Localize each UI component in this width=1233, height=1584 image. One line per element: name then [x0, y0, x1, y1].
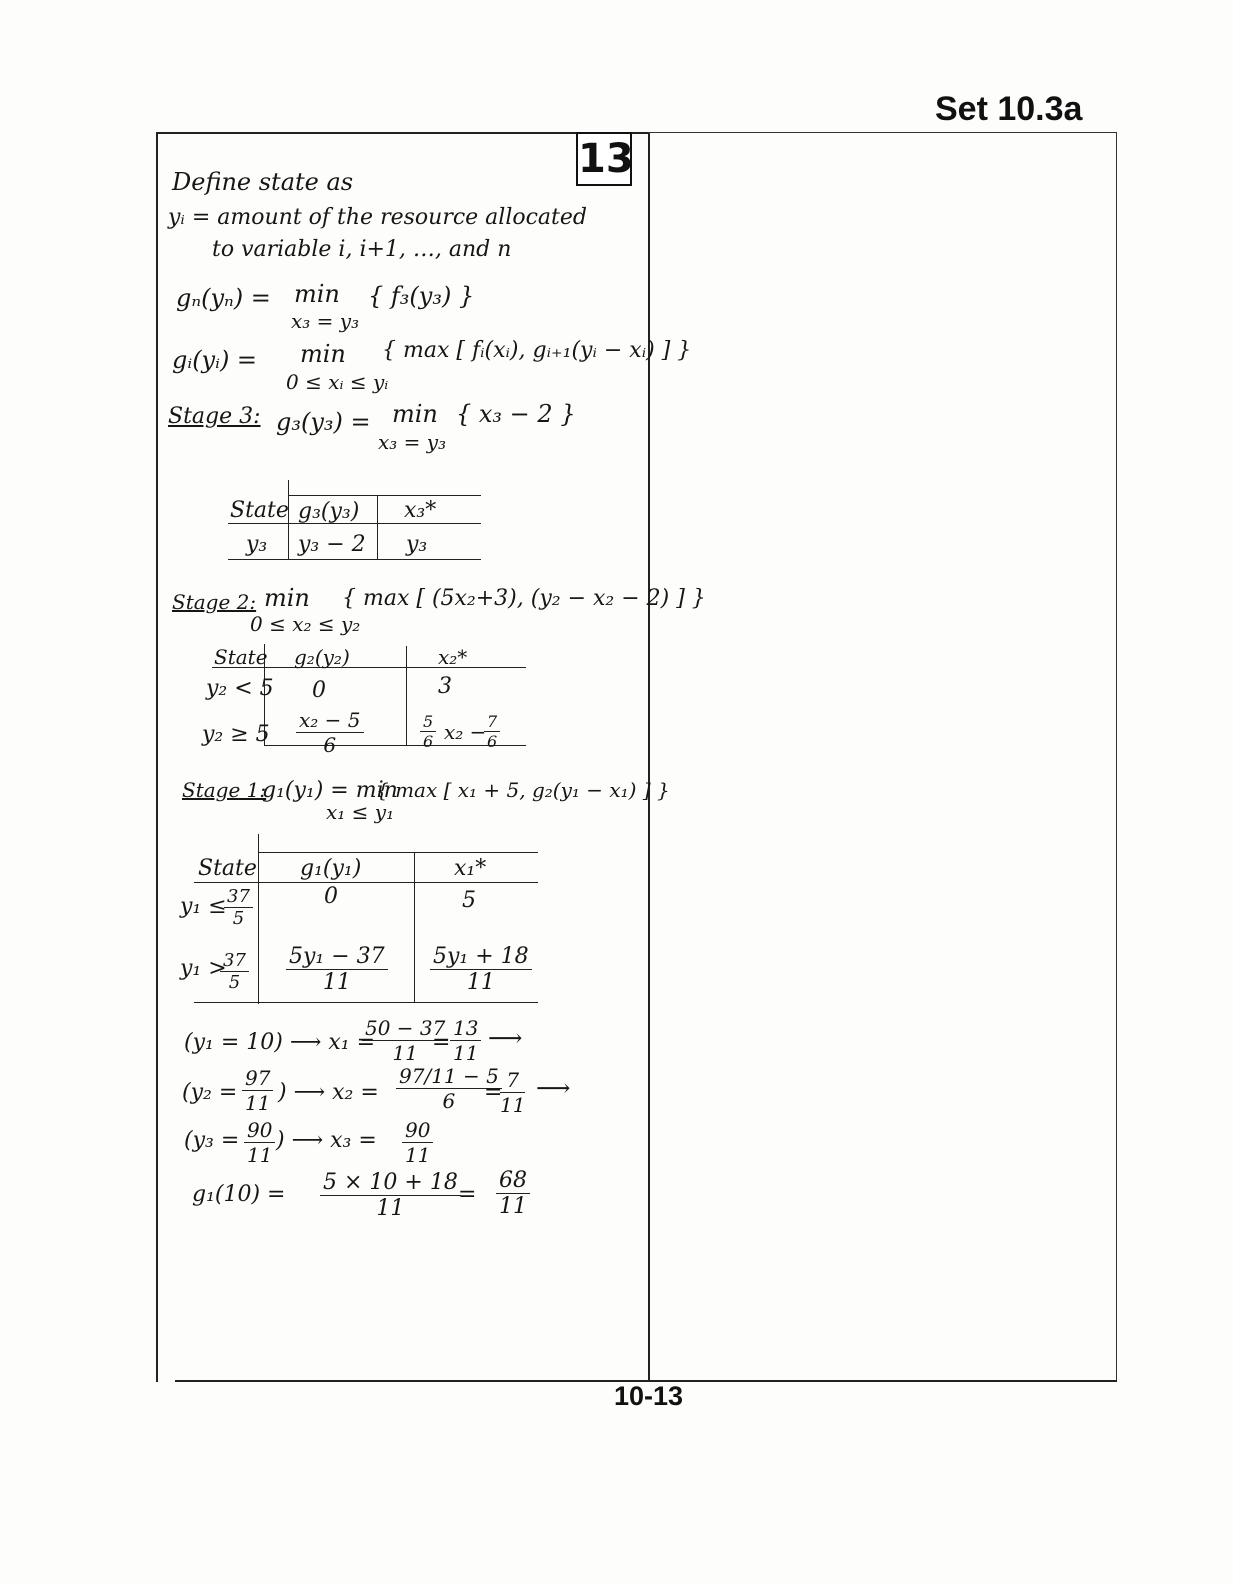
stage2-row1-g: 0 — [312, 678, 326, 703]
stage3-label: Stage 3: — [168, 404, 261, 429]
gi-lhs: gᵢ(yᵢ) = — [172, 346, 258, 374]
stage2-subscript: 0 ≤ x₂ ≤ y₂ — [250, 612, 361, 636]
stage3-cell-x: y₃ — [406, 532, 428, 557]
stage3-body: { x₃ − 2 } — [456, 400, 576, 428]
stage2-row1-state: y₂ < 5 — [206, 676, 274, 701]
stage2-row2-x-mid: x₂ − — [444, 720, 487, 744]
problem-number-badge: 13 — [576, 132, 632, 186]
stage2-header-x: x₂* — [438, 645, 468, 669]
stage2-min: min — [264, 584, 310, 612]
arrow-icon: ⟶ — [536, 1074, 571, 1102]
gi-subscript: 0 ≤ xᵢ ≤ yᵢ — [286, 370, 389, 394]
definition-line-1: Define state as — [172, 168, 354, 196]
stage3-cell-g: y₃ − 2 — [298, 532, 366, 557]
stage2-row2-x-fraction-a: $\frac{5}{6}$ — [420, 712, 436, 751]
stage3-cell-state: y₃ — [246, 532, 268, 557]
stage1-label: Stage 1: — [182, 778, 267, 802]
stage2-label: Stage 2: — [172, 590, 257, 614]
gn-body: { f₃(y₃) } — [368, 282, 475, 310]
stage3-header-g: g₃(y₃) — [298, 499, 360, 524]
arrow-icon: ⟶ — [488, 1024, 523, 1052]
stage1-row1-state-fraction: $\frac{37}{5}$ — [224, 886, 253, 929]
gi-min: min — [300, 340, 346, 368]
gn-min: min — [294, 280, 340, 308]
stage1-header-x: x₁* — [454, 856, 487, 881]
panel-bottom-rule — [175, 1380, 1117, 1382]
stage3-header-x: x₃* — [404, 498, 437, 523]
gn-lhs: gₙ(yₙ) = — [176, 284, 271, 312]
stage1-row2-x-fraction: $\frac{\text{5y₁ + 18}}{11}$ — [430, 944, 532, 995]
stage3-lhs: g₃(y₃) = — [276, 408, 371, 436]
stage1-row2-state-pre: y₁ > — [180, 956, 227, 981]
stage2-row2-g-fraction: $\frac{\text{x₂ − 5}}{6}$ — [296, 708, 364, 757]
stage1-row1-x: 5 — [462, 888, 476, 913]
stage1-body: { max [ x₁ + 5, g₂(y₁ − x₁) ] } — [376, 778, 670, 802]
stage1-row1-g: 0 — [324, 884, 338, 909]
set-title: Set 10.3a — [935, 90, 1083, 128]
stage3-subscript: x₃ = y₃ — [378, 430, 447, 454]
gn-subscript: x₃ = y₃ — [291, 309, 360, 333]
stage2-body: { max [ (5x₂+3), (y₂ − x₂ − 2) ] } — [342, 586, 706, 611]
page-number: 10-13 — [614, 1381, 684, 1411]
definition-line-3: to variable i, i+1, …, and n — [212, 237, 512, 262]
stage1-header-state: State — [198, 856, 257, 881]
stage3-min: min — [392, 400, 438, 428]
stage2-row1-x: 3 — [438, 674, 452, 699]
definition-line-2: yᵢ = amount of the resource allocated — [168, 205, 587, 230]
stage1-row2-g-fraction: $\frac{\text{5y₁ − 37}}{11}$ — [286, 944, 388, 995]
stage1-header-g: g₁(y₁) — [300, 856, 362, 881]
stage1-subscript: x₁ ≤ y₁ — [326, 800, 395, 824]
stage3-header-state: State — [230, 498, 289, 523]
stage2-row2-x-fraction-b: $\frac{7}{6}$ — [484, 712, 500, 751]
gi-body: { max [ fᵢ(xᵢ), gᵢ₊₁(yᵢ − xᵢ) ] } — [382, 338, 692, 363]
stage1-row2-state-fraction: $\frac{37}{5}$ — [220, 950, 249, 993]
stage1-lhs: g₁(y₁) = min — [262, 778, 398, 803]
stage1-row1-state-pre: y₁ ≤ — [180, 894, 227, 919]
stage2-header-state: State — [214, 645, 268, 669]
stage2-header-g: g₂(y₂) — [294, 645, 350, 669]
right-panel-frame — [648, 132, 1117, 1381]
stage2-row2-state: y₂ ≥ 5 — [202, 722, 270, 747]
